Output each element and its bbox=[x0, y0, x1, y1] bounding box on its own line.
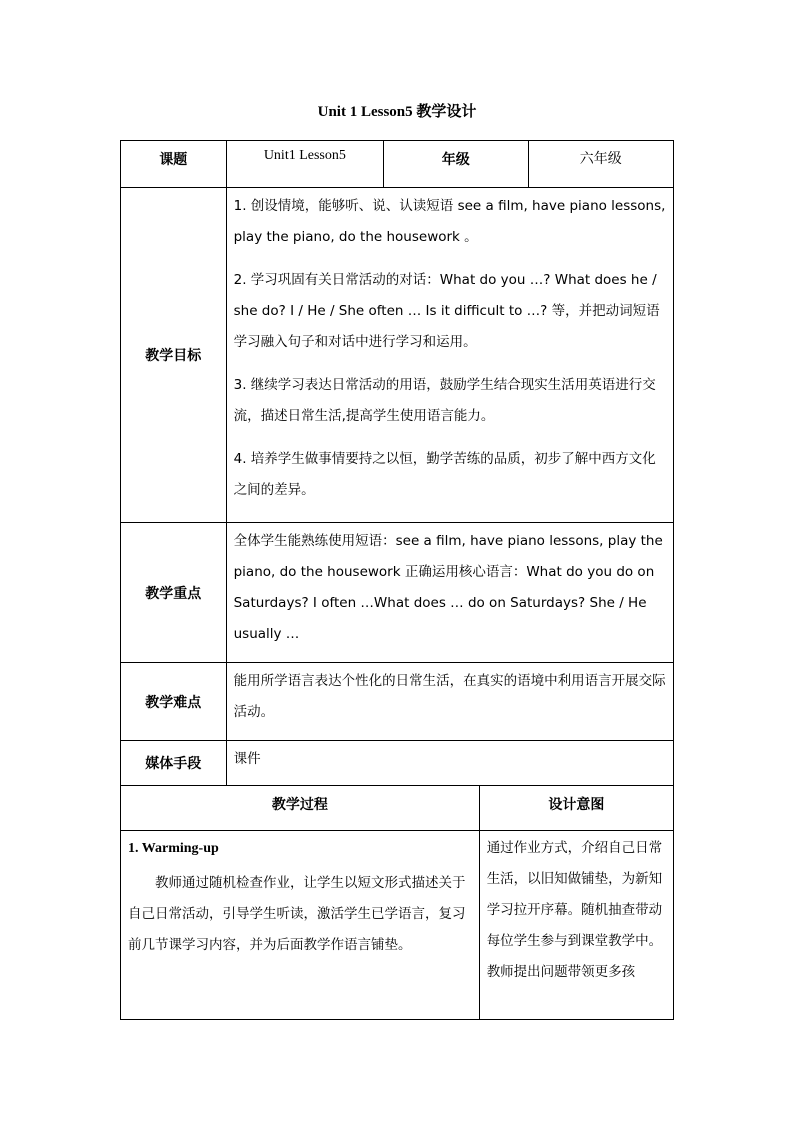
key-points-label: 教学重点 bbox=[121, 523, 227, 662]
process-header-row bbox=[120, 786, 674, 831]
process-header-label: 教学过程 bbox=[121, 786, 480, 830]
document-title: Unit 1 Lesson5 教学设计 bbox=[317, 104, 477, 120]
lesson-plan-table bbox=[120, 140, 674, 1020]
header-row bbox=[120, 140, 674, 188]
difficulties-label: 教学难点 bbox=[121, 663, 227, 740]
media-label: 媒体手段 bbox=[121, 741, 227, 785]
topic-label: 课题 bbox=[121, 141, 227, 187]
intent-header-label: 设计意图 bbox=[548, 797, 605, 813]
media-content bbox=[227, 741, 673, 785]
step-title: 1. Warming-up bbox=[128, 841, 219, 856]
grade-value: 六年级 bbox=[579, 151, 622, 167]
objectives-content bbox=[227, 188, 673, 522]
objective-item: 1. 创设情境，能够听、说、认读短语 see a film, have piano lessons, play the piano, do the housework 。 bbox=[233, 198, 666, 245]
difficulties-text: 能用所学语言表达个性化的日常生活，在真实的语境中利用语言开展交际活动。 bbox=[233, 673, 666, 720]
objectives-row bbox=[120, 188, 674, 523]
key-points-content bbox=[227, 523, 673, 662]
intent-text: 通过作业方式，介绍自己日常生活，以旧知做铺垫，为新知学习拉开序幕。随机抽查带动每位学生参与到课堂教学中。教师提出问题带领更多孩 bbox=[486, 840, 663, 980]
media-text: 课件 bbox=[233, 751, 261, 767]
difficulties-row bbox=[120, 663, 674, 741]
process-content bbox=[121, 831, 480, 1019]
process-content-row bbox=[120, 831, 674, 1020]
objective-item: 2. 学习巩固有关日常活动的对话：What do you …? What does he / she do? I / He / She often … Is it difficult to …? 等，并把动词短语学习融入句子和对话中进行学习和运用。 bbox=[233, 272, 660, 350]
media-row bbox=[120, 741, 674, 786]
difficulties-content bbox=[227, 663, 673, 740]
step-text: 教师通过随机检查作业，让学生以短文形式描述关于自己日常活动，引导学生听读，激活学生已学语言，复习前几节课学习内容，并为后面教学作语言铺垫。 bbox=[128, 875, 466, 953]
grade-label: 年级 bbox=[384, 141, 528, 187]
intent-content bbox=[480, 831, 673, 1019]
key-points-row bbox=[120, 523, 674, 663]
objective-item: 3. 继续学习表达日常活动的用语，鼓励学生结合现实生活用英语进行交流，描述日常生活,提高学生使用语言能力。 bbox=[233, 377, 656, 424]
objectives-label: 教学目标 bbox=[121, 188, 227, 522]
objective-item: 4. 培养学生做事情要持之以恒，勤学苦练的品质，初步了解中西方文化之间的差异。 bbox=[233, 451, 656, 498]
topic-value: Unit1 Lesson5 bbox=[227, 141, 384, 187]
key-points-text: 全体学生能熟练使用短语：see a film, have piano lessons, play the piano, do the housework 正确运用核心语言：What do you do on Saturdays? I often …What does … do on Saturdays? She / He usually … bbox=[233, 533, 663, 642]
